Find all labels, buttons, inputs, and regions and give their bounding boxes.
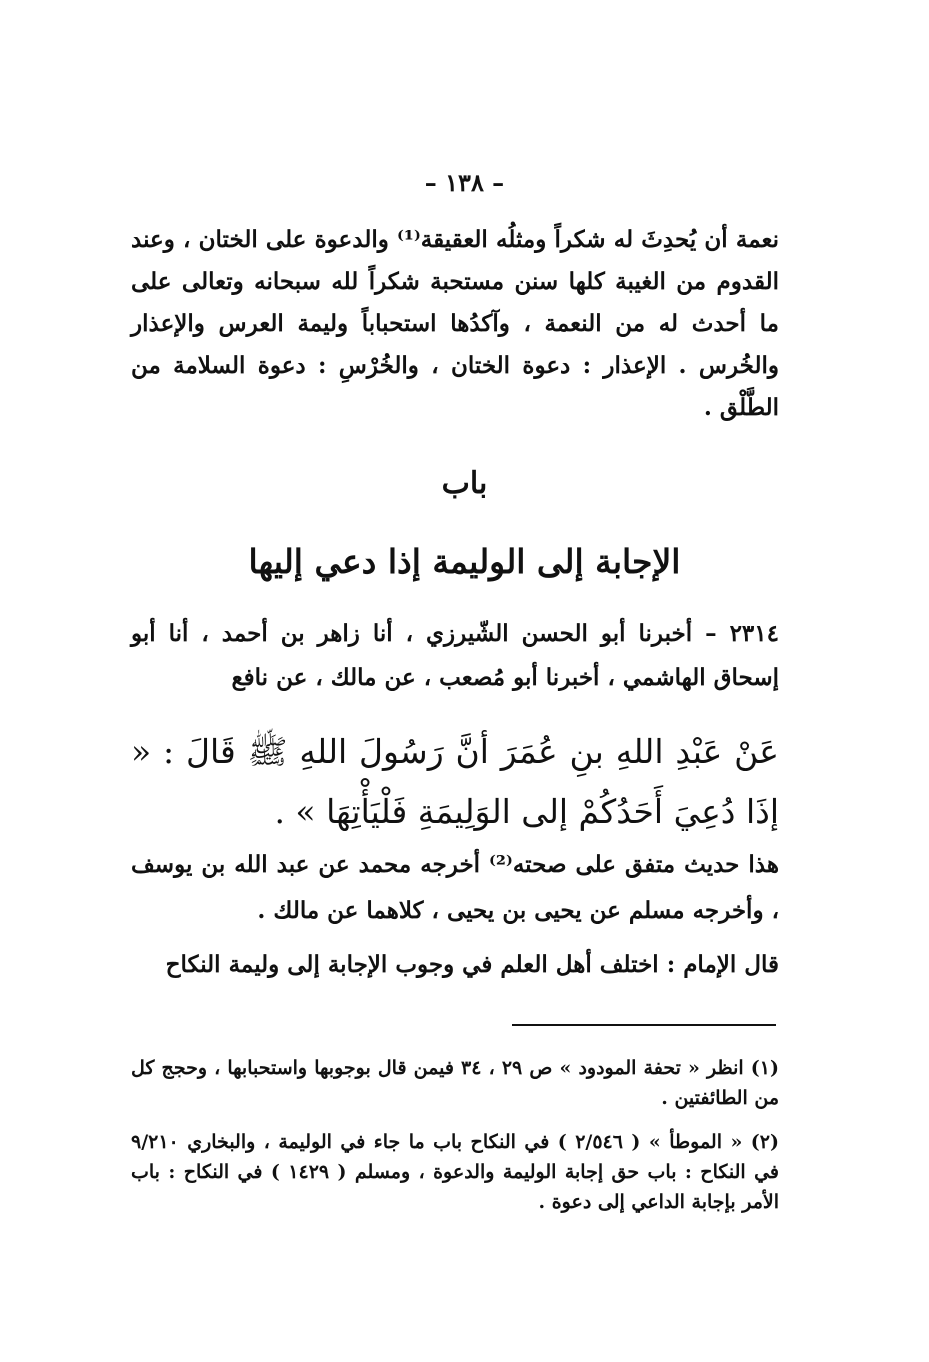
chapter-title: الإجابة إلى الوليمة إذا دعي إليها (248, 542, 681, 581)
chapter-label: باب (441, 466, 488, 501)
commentary-start: قال الإمام : اختلف أهل العلم في وجوب الإجابة إلى وليمة النكاح (165, 951, 779, 978)
footnote-separator (512, 1024, 776, 1026)
hadith-isnad: ٢٣١٤ – أخبرنا أبو الحسن الشّيرزي ، أنا زاهر بن أحمد ، أنا أبو إسحاق الهاشمي ، أخبرنا أبو مُصعب ، عن مالك ، عن نافع (131, 620, 779, 691)
hadith-text: عَنْ عَبْدِ اللهِ بنِ عُمَرَ أنَّ رَسُولَ اللهِ ﷺ قَالَ : « إذَا دُعِيَ أَحَدُكُمْ إلى الوَلِيمَةِ فَلْيَأْتِهَا » . (131, 732, 779, 831)
footnote-2: (٢) « الموطأ » ( ٢/٥٤٦ ) في النكاح باب ما جاء في الوليمة ، والبخاري ٩/٢١٠ في النكاح : باب حق إجابة الوليمة والدعوة ، ومسلم ( ١٤٢٩ ) في النكاح : باب الأمر بإجابة الداعي إلى دعوة . (131, 1131, 779, 1213)
footnote-1: (١) انظر « تحفة المودود » ص ٢٩ ، ٣٤ فيمن قال بوجوبها واستحبابها ، وحجج كل من الطائفتين . (131, 1057, 779, 1109)
page-number: – ١٣٨ – (424, 168, 505, 197)
hadith-grading: هذا حديث متفق على صحته⁽²⁾ أخرجه محمد عن عبد الله بن يوسف ، وأخرجه مسلم عن يحيى بن يحيى ، كلاهما عن مالك . (131, 851, 780, 924)
intro-paragraph: نعمة أن يُحدِثَ له شكراً ومثلُه العقيقة⁽¹⁾ والدعوة على الختان ، وعند القدوم من الغيبة كلها سنن مستحبة شكراً لله سبحانه وتعالى على ما أحدث له من النعمة ، وآكدُها استحباباً وليمة العرس والإعذار والخُرس . الإعذار : دعوة الختان ، والخُرْسِ : دعوة السلامة من الطَّلْق . (131, 226, 779, 421)
